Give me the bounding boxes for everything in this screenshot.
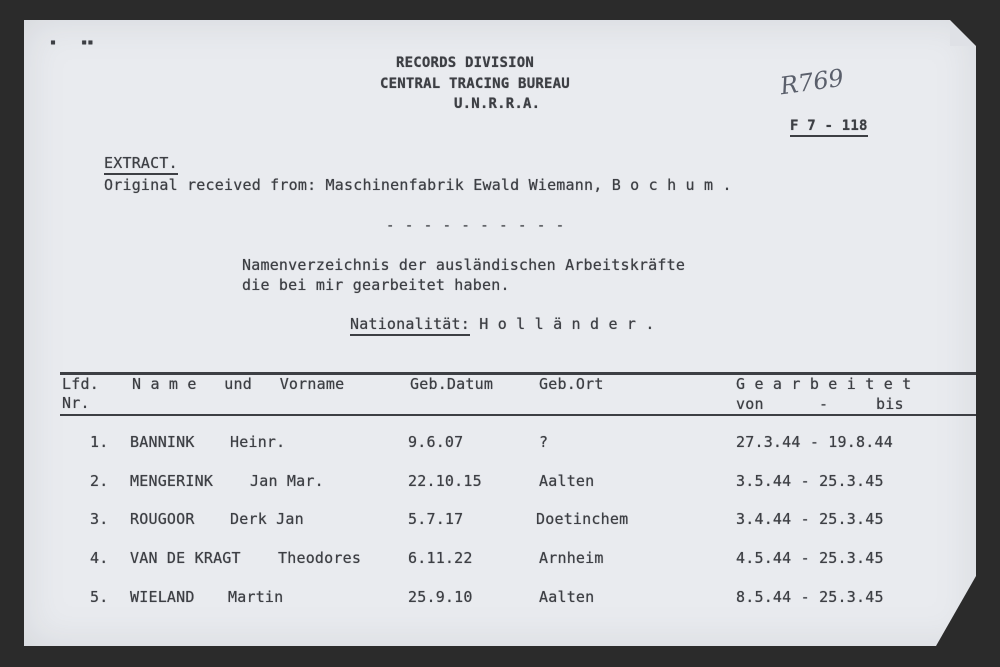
original-source-line: Original received from: Maschinenfabrik Ewald Wiemann, B o c h u m . — [104, 176, 732, 194]
row-nr: 2. — [90, 472, 109, 490]
header-line-1: RECORDS DIVISION — [396, 55, 535, 71]
row-worked-period: 27.3.44 - 19.8.44 — [736, 433, 893, 451]
row-nr: 4. — [90, 549, 109, 567]
row-firstname: Jan Mar. — [250, 472, 324, 490]
row-birth-date: 9.6.07 — [408, 433, 464, 451]
list-title-line-1: Namenverzeichnis der ausländischen Arbeitskräfte — [242, 256, 686, 274]
row-nr: 1. — [90, 433, 109, 451]
row-nr: 5. — [90, 588, 109, 606]
row-surname: VAN DE KRAGT — [130, 549, 241, 567]
separator-dashes: - - - - - - - - - - — [386, 218, 566, 234]
col-dash: - — [819, 395, 829, 413]
row-firstname: Martin — [228, 588, 284, 606]
row-surname: WIELAND — [130, 588, 195, 606]
row-birth-place: Doetinchem — [536, 510, 629, 528]
row-firstname: Heinr. — [230, 433, 286, 451]
row-surname: MENGERINK — [130, 472, 214, 490]
nationality-value: H o l l ä n d e r . — [479, 315, 655, 333]
col-name: N a m e und Vorname — [132, 375, 345, 393]
folded-corner — [950, 20, 976, 46]
row-birth-date: 22.10.15 — [408, 472, 482, 490]
handwritten-note: R769 — [778, 63, 846, 101]
col-gearbeitet: G e a r b e i t e t — [736, 375, 912, 393]
list-title-line-2: die bei mir gearbeitet haben. — [242, 276, 510, 294]
row-birth-date: 25.9.10 — [408, 588, 473, 606]
row-worked-period: 8.5.44 - 25.3.45 — [736, 588, 884, 606]
row-worked-period: 4.5.44 - 25.3.45 — [736, 549, 884, 567]
row-firstname: Derk Jan — [230, 510, 304, 528]
col-lfd: Lfd. — [62, 375, 99, 393]
torn-corner — [936, 576, 976, 646]
row-firstname: Theodores — [278, 549, 362, 567]
row-worked-period: 3.4.44 - 25.3.45 — [736, 510, 884, 528]
col-geb-ort: Geb.Ort — [539, 375, 604, 393]
header-line-3: U.N.R.R.A. — [454, 96, 541, 112]
row-worked-period: 3.5.44 - 25.3.45 — [736, 472, 884, 490]
row-birth-place: ? — [539, 433, 549, 451]
nationality-label: Nationalität: — [350, 315, 470, 336]
row-birth-date: 5.7.17 — [408, 510, 464, 528]
file-reference: F 7 - 118 — [790, 118, 868, 137]
nationality-line — [350, 315, 655, 333]
col-bis: bis — [876, 395, 904, 413]
row-birth-place: Aalten — [539, 472, 595, 490]
table-header-rule — [60, 414, 976, 416]
row-birth-place: Arnheim — [539, 549, 604, 567]
row-birth-date: 6.11.22 — [408, 549, 473, 567]
header-line-2: CENTRAL TRACING BUREAU — [380, 76, 570, 92]
col-von: von — [736, 395, 764, 413]
col-geb-datum: Geb.Datum — [410, 375, 494, 393]
extract-label: EXTRACT. — [104, 154, 178, 175]
ink-specks: ▪ ▪▪ — [50, 37, 94, 48]
row-nr: 3. — [90, 510, 109, 528]
col-nr: Nr. — [62, 394, 90, 412]
row-birth-place: Aalten — [539, 588, 595, 606]
document-page — [24, 20, 976, 646]
row-surname: BANNINK — [130, 433, 195, 451]
row-surname: ROUGOOR — [130, 510, 195, 528]
